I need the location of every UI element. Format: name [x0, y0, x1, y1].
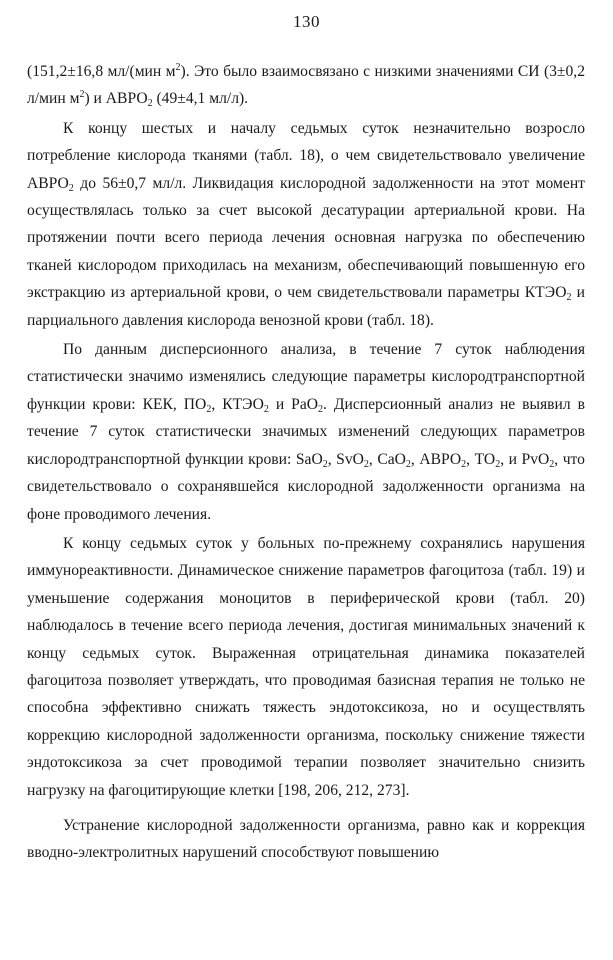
subscript: 2 [263, 403, 269, 415]
text-run: , АВРО [410, 450, 462, 468]
superscript: 2 [79, 89, 85, 101]
text-run: до 56±0,7 мл/л. Ликвидация кислородной задолженности на этот момент осуществлялась только за счет высокой десатурации артериальной крови. На протяжении почти всего периода лечения основная нагрузка по обеспечению тканей кислородом приходилась на механизм, обеспечивающий повышенную его экстракцию из артериальной крови, о чем свидетельствовали параметры КТЭО [27, 174, 585, 302]
subscript: 2 [322, 458, 328, 470]
text-run: ). Это было взаимосвязано с низкими значениями СИ (3±0,2 л/мин м [27, 63, 585, 108]
paragraph [27, 336, 585, 528]
text-run: и парциального давления кислорода венозной крови (табл. 18). [27, 284, 586, 329]
text-run: (151,2±16,8 мл/(мин м [27, 63, 176, 80]
text-run: . Дисперсионный анализ не выявил в течение 7 суток статистически значимых изменений следующих параметров кислородтранспортной функции крови: SaO [27, 395, 585, 468]
page-number: 130 [293, 12, 320, 31]
subscript: 2 [461, 458, 467, 470]
paragraph [27, 812, 585, 867]
superscript: 2 [175, 62, 181, 73]
text-run: и PaO [268, 395, 318, 413]
subscript: 2 [549, 458, 555, 470]
subscript: 2 [147, 98, 153, 110]
text-run: По данным дисперсионного анализа, в течение 7 суток наблюдения статистически значимо изменялись следующие параметры кислородтранспортной функции крови: КЕК, ПО [27, 341, 585, 413]
text-run: К концу шестых и началу седьмых суток незначительно возросло потребление кислорода тканями (табл. 18), о чем свидетельствовало увеличение АВРО [27, 119, 585, 192]
subscript: 2 [495, 458, 501, 470]
text-run: К концу седьмых суток у больных по-прежнему сохранялись нарушения иммунореактивности. Динамическое снижение параметров фагоцитоза (табл. 19) и уменьшение содержания моноцитов в периферической крови (табл. 20) наблюдалось в течение всего периода лечения, достигая минимальных значений к концу седьмых суток. Выраженная отрицательная динамика показателей фагоцитоза позволяет утверждать, что проводимая базисная терапия не только не способна эффективно снижать тяжесть эндотоксикоза, но и осуществлять коррекцию кислородной задолженности организма, поскольку снижение тяжести эндотоксикоза за счет проводимой терапии позволяет значительно снизить нагрузку на фагоцитирующие клетки [198, 206, 212, 273]. [27, 534, 585, 799]
subscript: 2 [318, 403, 323, 415]
text-run: , и PvO [500, 450, 550, 468]
text-run: , КТЭО [211, 395, 264, 413]
subscript: 2 [68, 182, 74, 194]
paragraph [27, 530, 585, 804]
text-run: (49±4,1 мл/л). [152, 90, 249, 108]
text-run: ) и АВРО [84, 90, 148, 108]
text-run: , CaO [368, 450, 406, 468]
text-run: , ТО [466, 450, 496, 468]
paragraph [27, 58, 585, 113]
subscript: 2 [363, 458, 369, 470]
subscript: 2 [566, 292, 572, 304]
paragraph [27, 115, 585, 334]
text-run: Устранение кислородной задолженности организма, равно как и коррекция вводно-электролитных нарушений способствуют повышению [27, 816, 585, 862]
text-run: , SvO [327, 450, 364, 468]
text-run: , что свидетельствовало о сохранявшейся кислородной задолженности организма на фоне проводимого лечения. [27, 450, 585, 523]
subscript: 2 [206, 403, 212, 415]
subscript: 2 [405, 458, 411, 470]
body-text [27, 58, 585, 867]
